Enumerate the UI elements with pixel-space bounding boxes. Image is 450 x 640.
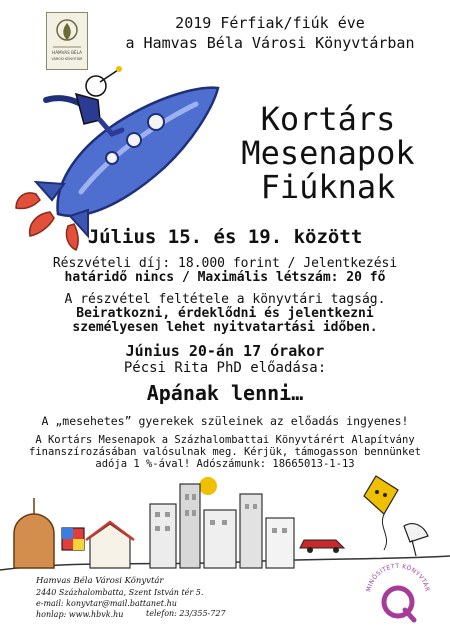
building [240,494,262,568]
car-icon [300,540,344,548]
flame-icon [16,193,40,209]
lecture-title: Apának lenni… [146,381,304,405]
library-logo [46,12,88,70]
building [180,484,200,568]
q-tail [405,610,414,620]
rider-helmet [86,76,106,96]
rocket-window [106,152,118,164]
foundation-line1: A Kortárs Mesenapok a Százhalombattai Könyvtárért Alapítvány [35,434,415,446]
cube-face [62,528,73,539]
title-line2: Mesenapok [241,134,415,172]
rider-body [76,94,100,124]
building [150,504,176,568]
library-address: 2440 Százhalombatta, Szent István tér 5. [36,588,204,597]
antenna-ball [116,66,122,72]
conditions-line1: A részvétel feltétele a könyvtári tagság. [64,292,386,307]
satellite-dish-icon [404,524,428,542]
antenna [100,70,118,82]
library-email[interactable]: e-mail: konyvtar@mail.battanet.hu [36,599,177,608]
logo-line2: VÁROSI KÖNYVTÁR [51,57,83,61]
logo-line1: HAMVAS BÉLA [52,50,82,55]
lecture-speaker: Pécsi Rita PhD előadása: [123,360,327,376]
house [90,524,130,568]
conditions-line3: személyesen lehet nyitvatartási időben. [72,320,378,335]
church-dome [14,514,54,568]
building [204,510,236,568]
badge-text: MINŐSÍTETT KÖNYVTÁR [365,562,431,593]
title-line1: Kortárs [260,100,396,138]
event-dates: Július 15. és 19. között [87,226,363,248]
foundation-line3: adója 1 %-ával! Adószámunk: 18665013-1-13 [95,458,355,470]
free-note: A „mesehetes” gyerekek szüleinek az előadás ingyenes! [41,414,409,428]
car-wheel [307,547,313,553]
event-title [208,102,448,204]
fee-line2: határidő nincs / Maximális létszám: 20 fő [64,270,386,285]
car-wheel [333,547,339,553]
library-name: Hamvas Béla Városi Könyvtár [36,576,164,586]
sun-icon [199,477,217,495]
rocket-window [127,133,141,147]
header-line1: 2019 Férfiak/fiúk éve [175,14,365,32]
conditions-line2: Beiratkozni, érdeklődni és jelentkezni [76,306,374,321]
kite-string [382,514,386,550]
foundation-line2: finanszírozásában valósulnak meg. Kérjük, támogasson bennünket [29,446,421,458]
rocket-window [148,114,164,130]
foundation-note [0,434,450,470]
building [266,518,294,568]
cube-face [73,539,84,550]
conditions [0,293,450,335]
qualified-library-badge [358,556,438,626]
lecture-date: Június 20-án 17 órakor [125,342,325,360]
fee-line1: Részvételi díj: 18.000 forint / Jelentkezési [52,256,398,271]
book-leaf-icon [47,13,87,69]
header-line2: a Hamvas Béla Városi Könyvtárban [125,34,415,52]
library-website[interactable]: honlap: www.hbvk.hu [36,610,124,619]
kite-icon [364,476,398,514]
library-phone: telefon: 23/355-727 [146,609,226,618]
title-line3: Fiúknak [260,168,396,206]
